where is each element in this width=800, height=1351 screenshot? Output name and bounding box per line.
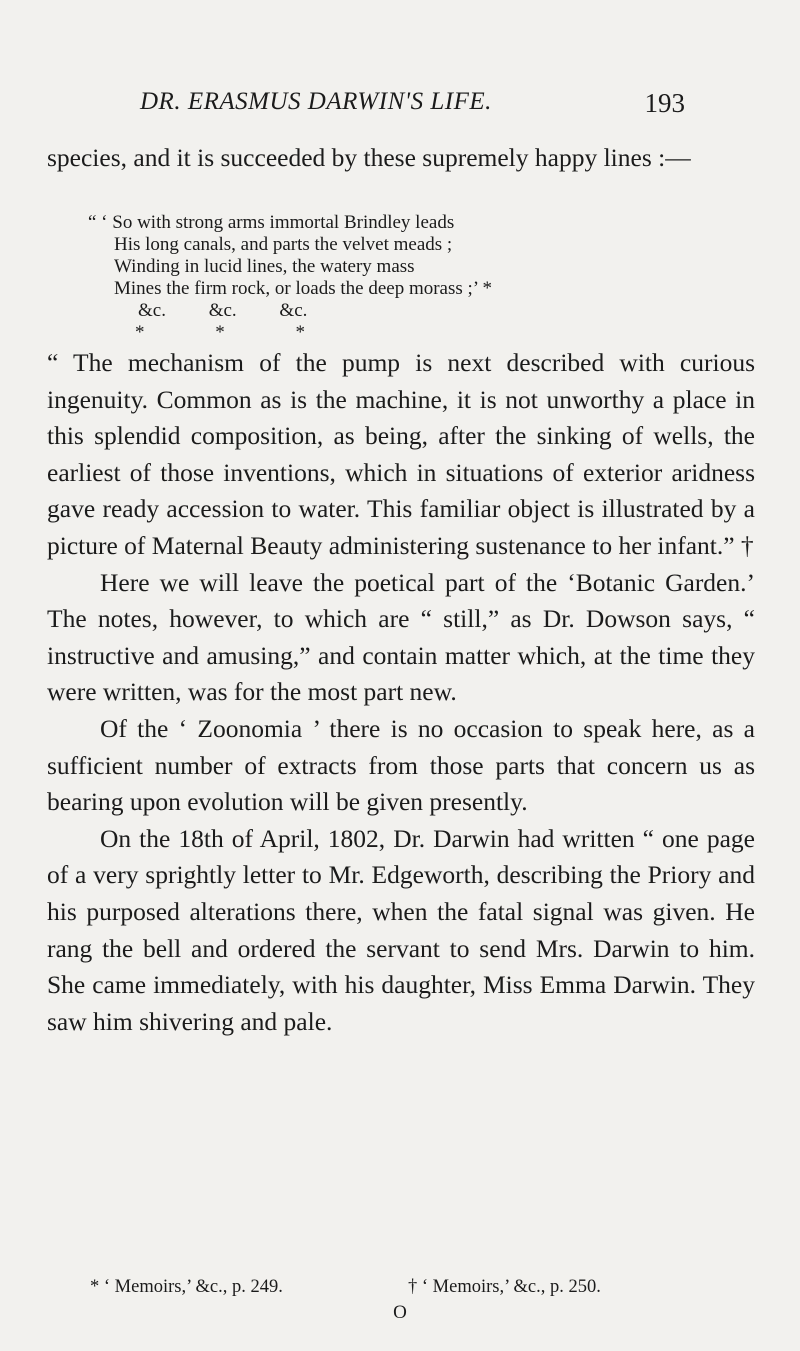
poem-line-3: Winding in lucid lines, the watery mass (114, 256, 415, 277)
footnote-2: † ‘ Memoirs,’ &c., p. 250. (408, 1277, 601, 1297)
star-1: * (135, 322, 145, 343)
footnotes (90, 1277, 740, 1298)
footnote-1: * ‘ Memoirs,’ &c., p. 249. (90, 1277, 283, 1297)
poem-etc: &c. &c. &c. (138, 300, 308, 321)
star-2: * (215, 322, 225, 343)
botanic-paragraph: Here we will leave the poetical part of the ‘Botanic Garden.’ The notes, however, to which are “ still,” as Dr. Dowson says, “ instructive and amusing,” and contain matter which, at the time they were written, was for the most part new. (47, 567, 755, 707)
poem-line-4: Mines the firm rock, or loads the deep morass ;’ * (114, 278, 492, 299)
section-break (135, 322, 305, 344)
intro-text: species, and it is succeeded by these supremely happy lines :— (47, 143, 691, 172)
poem-quote (88, 212, 688, 322)
signature-mark: O (393, 1302, 407, 1323)
april-paragraph: On the 18th of April, 1802, Dr. Darwin had written “ one page of a very sprightly letter to Mr. Edgeworth, describing the Priory and his purposed alterations there, when the fatal signal was given. He rang the bell and ordered the servant to send Mrs. Darwin to him. She came immediately, with his daughter, Miss Emma Darwin. They saw him shivering and pale. (47, 823, 755, 1036)
page-number: 193 (644, 88, 685, 118)
running-title: DR. ERASMUS DARWIN'S LIFE. (140, 88, 492, 115)
intro-paragraph (47, 140, 755, 177)
star-3: * (295, 322, 305, 343)
pump-paragraph: “ The mechanism of the pump is next described with curious ingenuity. Common as is the machine, it is not unworthy a place in this splendid composition, as being, after the sinking of wells, the earliest of those inventions, which in situations of exterior aridness gave ready accession to water. This familiar object is illustrated by a picture of Maternal Beauty administering sustenance to her infant.” † (47, 348, 755, 560)
page-header (140, 88, 740, 122)
poem-line-1: “ ‘ So with strong arms immortal Brindley leads (88, 212, 455, 233)
zoonomia-paragraph: Of the ‘ Zoonomia ’ there is no occasion to speak here, as a sufficient number of extracts from those parts that concern us as bearing upon evolution will be given presently. (47, 713, 755, 817)
poem-line-2: His long canals, and parts the velvet meads ; (114, 234, 453, 255)
main-text (47, 345, 755, 1040)
